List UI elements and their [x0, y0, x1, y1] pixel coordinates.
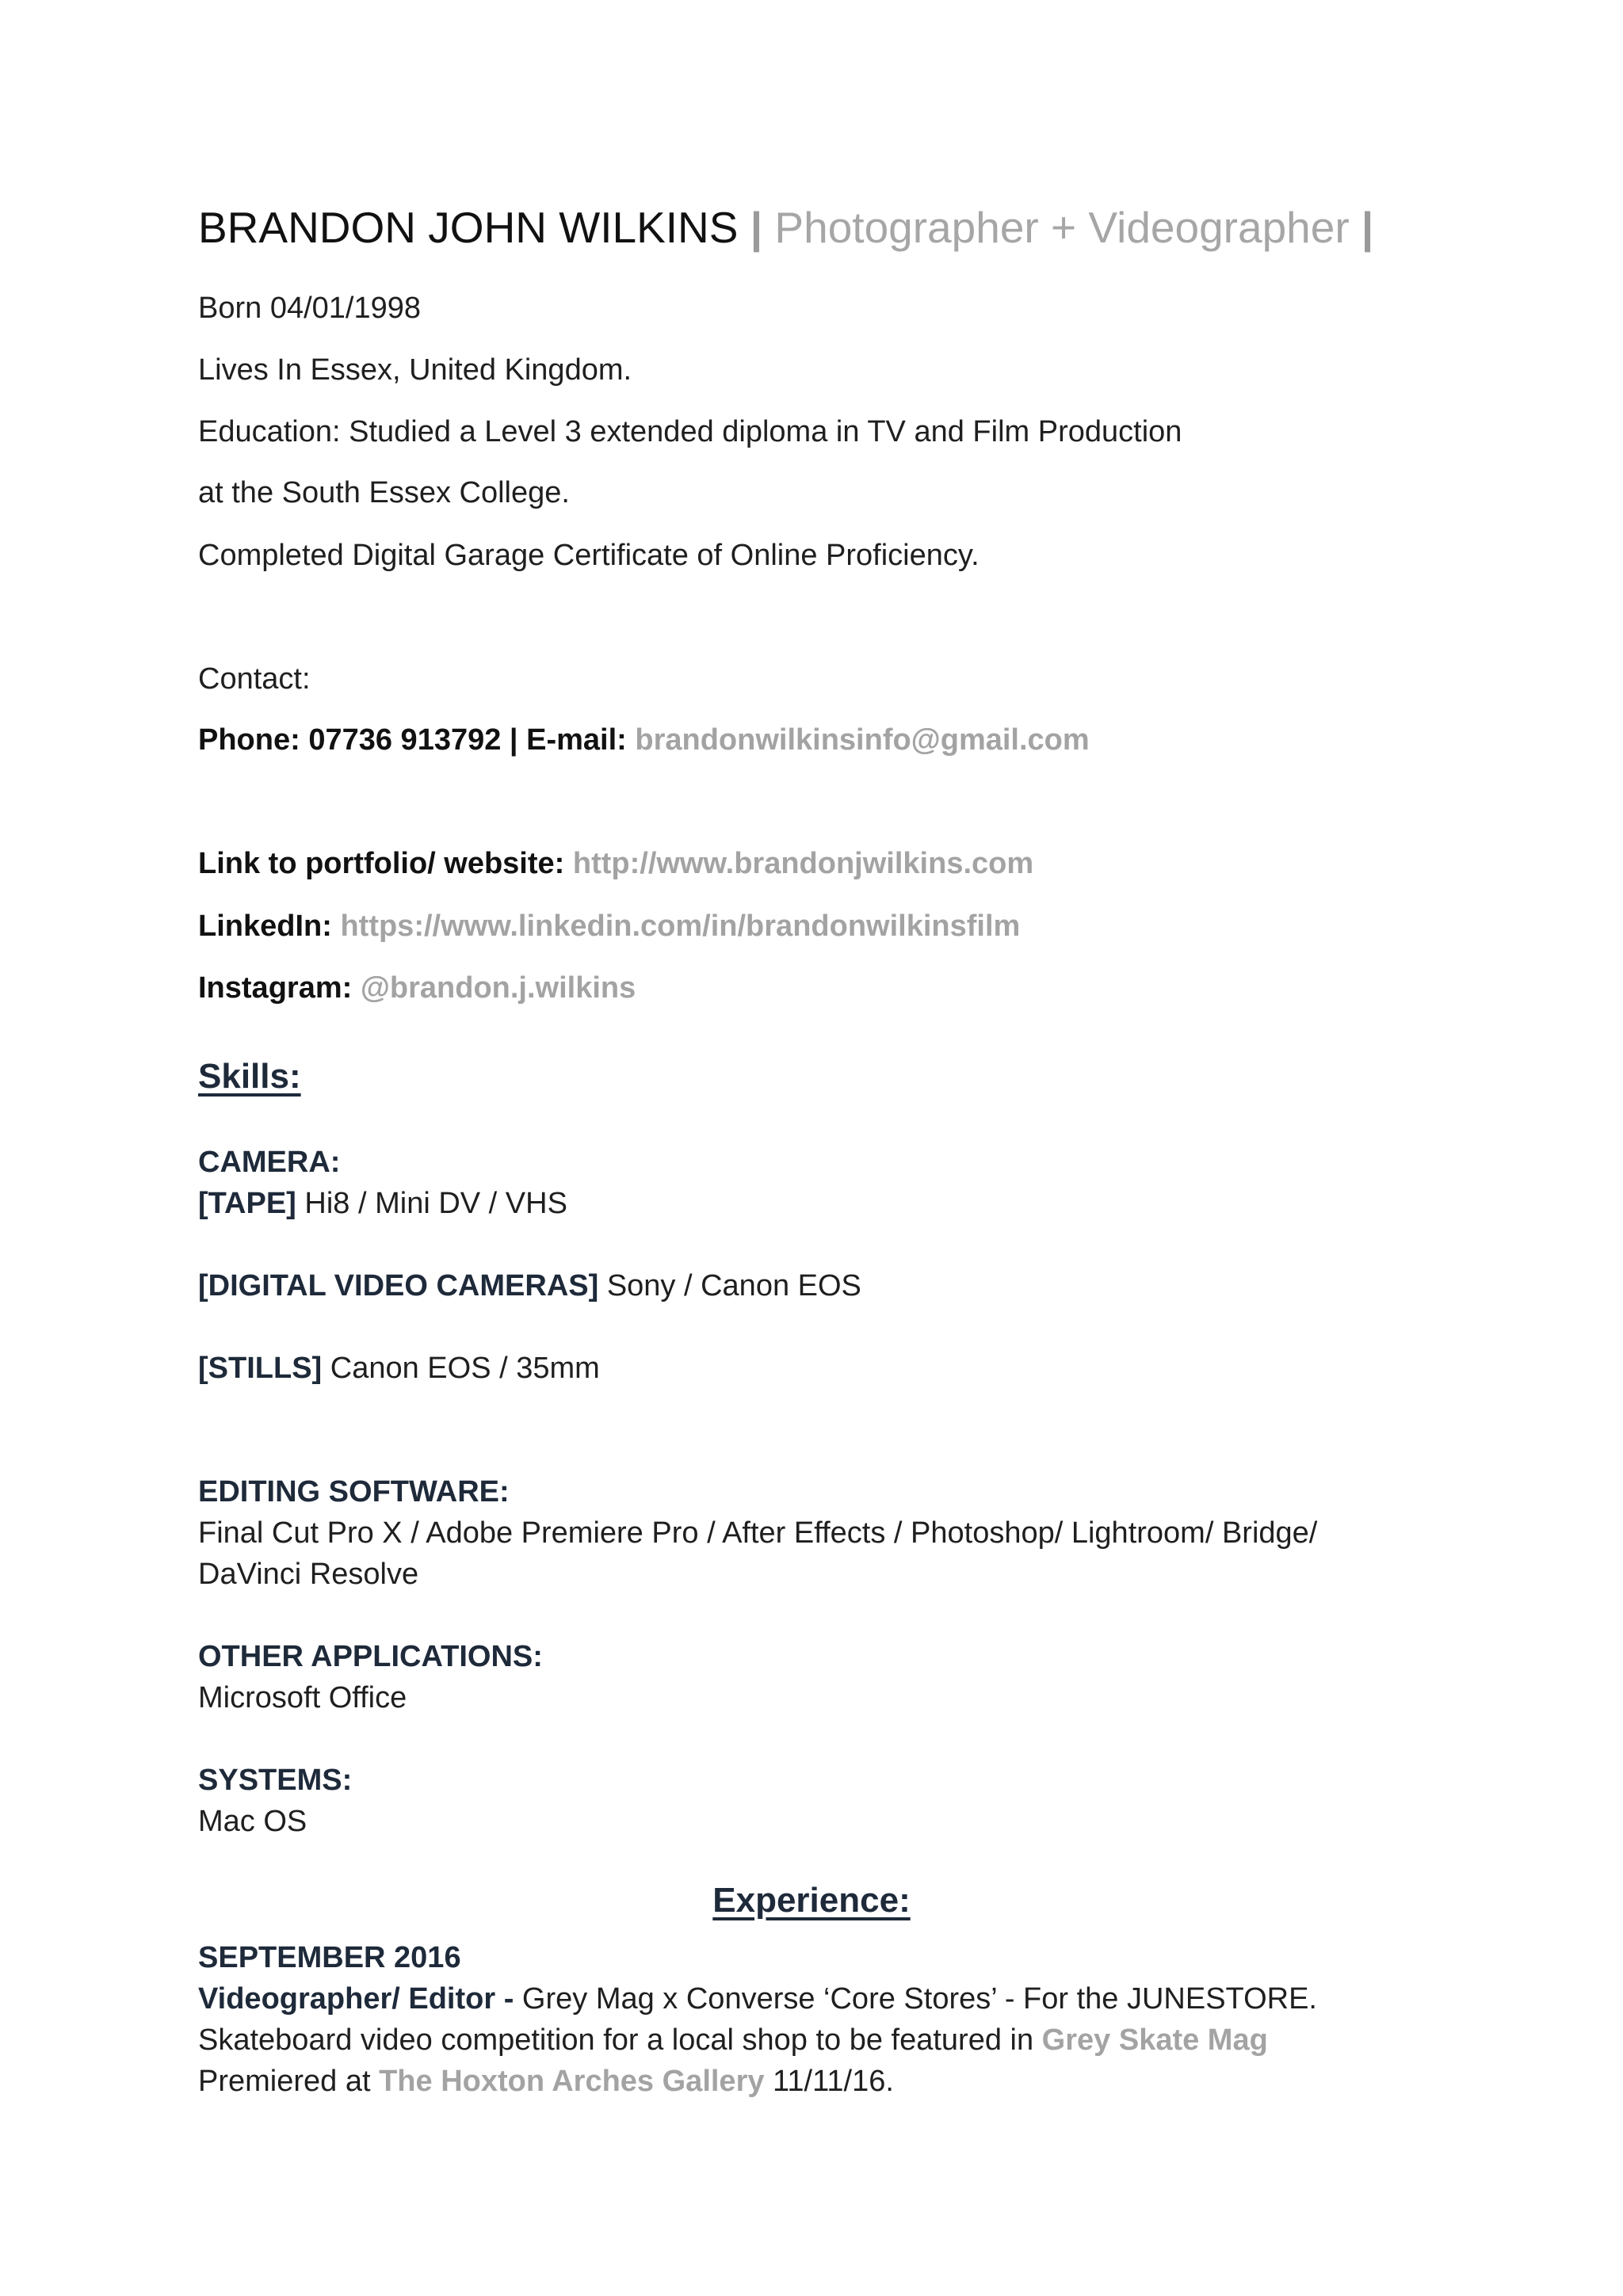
linkedin-line	[198, 906, 1020, 946]
experience-line-2-text: Skateboard video competition for a local shop to be featured in	[198, 2023, 1042, 2057]
birth-date: Born 04/01/1998	[198, 292, 422, 325]
digital-value: Sony / Canon EOS	[598, 1269, 861, 1302]
portfolio-label: Link to portfolio/ website:	[198, 847, 573, 880]
phone-email-line	[198, 720, 1090, 760]
tape-skill	[198, 1184, 567, 1223]
systems-value: Mac OS	[198, 1805, 307, 1838]
header-separator: |	[738, 203, 775, 252]
full-name: BRANDON JOHN WILKINS	[198, 203, 739, 252]
hoxton-arches-link[interactable]: The Hoxton Arches Gallery	[379, 2065, 765, 2098]
digital-camera-skill	[198, 1266, 861, 1306]
systems-heading: SYSTEMS:	[198, 1764, 353, 1797]
experience-role: Videographer/ Editor -	[198, 1982, 522, 2016]
linkedin-label: LinkedIn:	[198, 910, 341, 943]
stills-label: [STILLS]	[198, 1352, 323, 1385]
cv-header	[198, 200, 1373, 255]
instagram-label: Instagram:	[198, 971, 361, 1005]
stills-skill	[198, 1348, 600, 1388]
stills-value: Canon EOS / 35mm	[322, 1352, 600, 1385]
experience-line-3	[198, 2061, 894, 2101]
job-title: Photographer + Videographer	[774, 203, 1350, 252]
experience-heading: Experience:	[712, 1881, 911, 1920]
other-apps-value: Microsoft Office	[198, 1681, 407, 1714]
education-line-1: Education: Studied a Level 3 extended diploma in TV and Film Production	[198, 415, 1182, 448]
camera-heading: CAMERA:	[198, 1146, 341, 1179]
experience-date: SEPTEMBER 2016	[198, 1941, 461, 1974]
editing-heading: EDITING SOFTWARE:	[198, 1475, 510, 1508]
contact-heading: Contact:	[198, 662, 311, 696]
experience-line-3-suffix: 11/11/16.	[764, 2065, 894, 2098]
email-link[interactable]: brandonwilkinsinfo@gmail.com	[635, 723, 1090, 757]
tape-label: [TAPE]	[198, 1187, 296, 1220]
skills-heading: Skills:	[198, 1057, 301, 1096]
phone-label: Phone: 07736 913792 | E-mail:	[198, 723, 636, 757]
portfolio-line	[198, 844, 1033, 883]
certificate: Completed Digital Garage Certificate of Online Proficiency.	[198, 539, 980, 572]
editing-line-1: Final Cut Pro X / Adobe Premiere Pro / After Effects / Photoshop/ Lightroom/ Bridge/	[198, 1516, 1318, 1550]
tape-value: Hi8 / Mini DV / VHS	[296, 1187, 567, 1220]
education-line-2: at the South Essex College.	[198, 476, 570, 509]
instagram-line	[198, 968, 636, 1008]
digital-label: [DIGITAL VIDEO CAMERAS]	[198, 1269, 599, 1302]
experience-line-2	[198, 2020, 1268, 2060]
experience-role-line	[198, 1979, 1317, 2019]
linkedin-link[interactable]: https://www.linkedin.com/in/brandonwilkinsfilm	[340, 910, 1021, 943]
location: Lives In Essex, United Kingdom.	[198, 353, 632, 387]
experience-line-3-prefix: Premiered at	[198, 2065, 380, 2098]
portfolio-link[interactable]: http://www.brandonjwilkins.com	[572, 847, 1034, 880]
editing-line-2: DaVinci Resolve	[198, 1558, 419, 1591]
header-separator-end: |	[1349, 203, 1374, 252]
other-apps-heading: OTHER APPLICATIONS:	[198, 1640, 543, 1673]
grey-skate-mag-link[interactable]: Grey Skate Mag	[1041, 2023, 1268, 2057]
instagram-link[interactable]: @brandon.j.wilkins	[360, 971, 636, 1005]
experience-role-desc: Grey Mag x Converse ‘Core Stores’ - For the JUNESTORE.	[521, 1982, 1317, 2016]
